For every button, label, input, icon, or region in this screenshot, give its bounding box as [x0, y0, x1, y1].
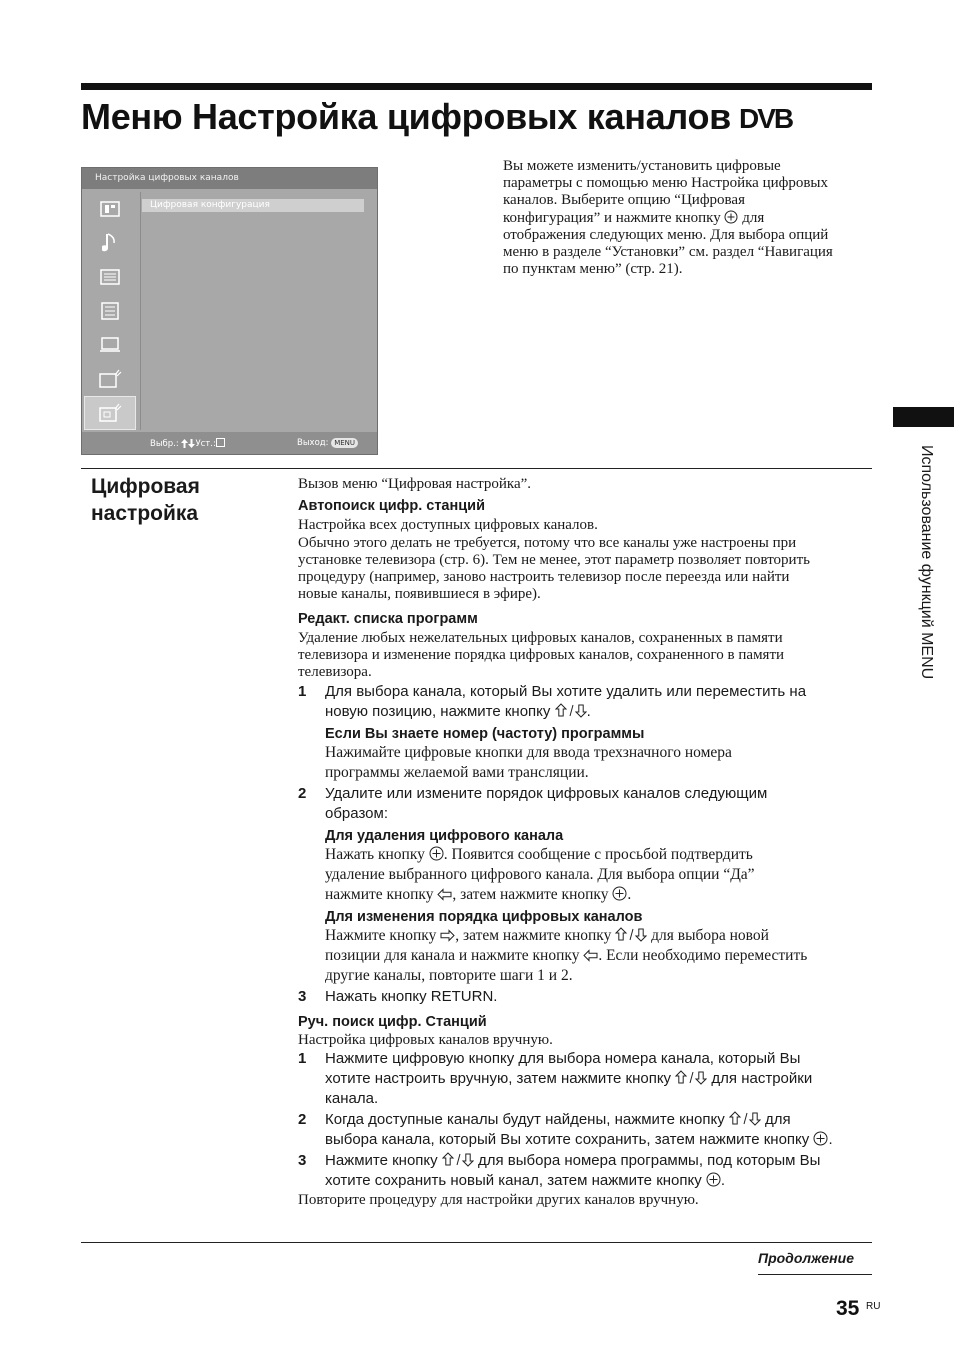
- up-down-button-icon: [615, 927, 647, 942]
- text-line: удаление выбранного цифрового канала. Для выбора опции “Да”: [325, 865, 755, 883]
- dvb-logo: [739, 103, 797, 131]
- intro-paragraph: [503, 158, 873, 278]
- text-line: программы желаемой вами трансляции.: [325, 763, 589, 781]
- text-line: Нажать кнопку . Появится сообщение с просьбой подтвердить: [325, 845, 753, 863]
- menu-option-digital-config[interactable]: Цифровая конфигурация: [142, 199, 364, 212]
- digital-setup-icon: [84, 396, 136, 430]
- intro-line: каналов. Выберите опцию “Цифровая: [503, 192, 745, 209]
- text-line: Нажать кнопку RETURN.: [325, 987, 498, 1005]
- arrow-up-icon: [181, 439, 188, 448]
- left-button-icon: [437, 888, 452, 901]
- section-lead: Вызов меню “Цифровая настройка”.: [298, 476, 532, 492]
- up-down-button-icon: [442, 1152, 474, 1167]
- section-rule: [81, 468, 872, 469]
- up-down-button-icon: [675, 1070, 707, 1085]
- intro-line: Вы можете изменить/установить цифровые: [503, 158, 781, 174]
- text-line: образом:: [325, 804, 388, 822]
- intro-line: параметры с помощью меню Настройка цифровых: [503, 175, 828, 192]
- bottom-rule: [81, 1242, 872, 1243]
- menu-key-badge: MENU: [331, 438, 358, 448]
- enter-button-icon: [706, 1172, 721, 1187]
- manual-heading: Руч. поиск цифр. Станций: [298, 1013, 487, 1030]
- text-line: канала.: [325, 1089, 379, 1107]
- enter-key-icon: [216, 438, 225, 447]
- enter-button-icon: [429, 846, 444, 861]
- enter-button-icon: [612, 886, 627, 901]
- manual-step-3: [298, 1151, 872, 1191]
- step-number: 1: [298, 1049, 307, 1067]
- edit-step-2: [298, 784, 872, 824]
- autosearch-body: [298, 517, 872, 603]
- left-button-icon: [583, 949, 598, 962]
- edit-step-1: [298, 682, 872, 722]
- step-number: 1: [298, 682, 307, 700]
- text-line: новую позицию, нажмите кнопку .: [325, 702, 591, 720]
- manual-closing: Повторите процедуру для настройки других каналов вручную.: [298, 1191, 699, 1208]
- reorder-heading: Для изменения порядка цифровых каналов: [325, 908, 643, 925]
- continue-label: Продолжение: [758, 1250, 854, 1266]
- side-section-label: Использование функций MENU: [918, 445, 935, 680]
- picture-icon: [84, 192, 136, 226]
- text-line: процедуру (например, заново настроить телевизор после переезда или найти: [298, 569, 790, 586]
- manual-step-2: [298, 1110, 872, 1150]
- continue-rule: [758, 1274, 872, 1275]
- text-line: новые каналы, появившиеся в эфире).: [298, 586, 541, 603]
- enter-button-icon: [813, 1131, 828, 1146]
- step-number: 3: [298, 987, 307, 1005]
- intro-line: по пунктам меню” (стр. 21).: [503, 261, 683, 278]
- menu-footer-hint: Выбр.: Уст.:: [150, 438, 225, 449]
- manual-lead: Настройка цифровых каналов вручную.: [298, 1031, 553, 1048]
- text-line: позиции для канала и нажмите кнопку . Если необходимо переместить: [325, 946, 808, 964]
- features-icon: [84, 294, 136, 328]
- edit-body: [298, 630, 872, 682]
- sound-icon: [84, 226, 136, 260]
- menu-header: Настройка цифровых каналов: [82, 168, 377, 189]
- text-line: телевизора.: [298, 664, 372, 681]
- page-title: Меню Настройка цифровых каналов DVB: [81, 96, 797, 138]
- text-line: Нажмите кнопку , затем нажмите кнопку для выбора новой: [325, 926, 769, 944]
- text-line: хотите сохранить новый канал, затем нажмите кнопку .: [325, 1171, 726, 1189]
- section-title: Цифровая настройка: [91, 475, 200, 525]
- manual-step-1: [298, 1049, 872, 1109]
- text-line: Настройка всех доступных цифровых каналов.: [298, 517, 598, 534]
- text-line: Обычно этого делать не требуется, потому что все каналы уже настроены при: [298, 534, 797, 551]
- up-down-button-icon: [729, 1111, 761, 1126]
- title-rule: [81, 83, 872, 90]
- edit-step-3: [298, 987, 872, 1007]
- text-line: Удалите или измените порядок цифровых каналов следующим: [325, 784, 768, 802]
- text-line: Для выбора канала, который Вы хотите удалить или переместить на: [325, 682, 807, 700]
- right-button-icon: [440, 929, 455, 942]
- text-line: выбора канала, который Вы хотите сохранить, затем нажмите кнопку .: [325, 1130, 833, 1148]
- section-content: [298, 476, 872, 1209]
- text-line: хотите настроить вручную, затем нажмите кнопку для настройки: [325, 1069, 813, 1087]
- step-number: 2: [298, 1110, 307, 1128]
- page-number: 35: [836, 1297, 860, 1320]
- text-line: Удаление любых нежелательных цифровых каналов, сохраненных в памяти: [298, 629, 783, 646]
- text-line: другие каналы, повторите шаги 1 и 2.: [325, 966, 573, 984]
- analog-setup-icon: [84, 362, 136, 396]
- text-line: Когда доступные каналы будут найдены, нажмите кнопку для: [325, 1110, 791, 1128]
- text-line: нажмите кнопку , затем нажмите кнопку .: [325, 885, 632, 903]
- intro-line: меню в разделе “Установки” см. раздел “Навигация: [503, 244, 833, 261]
- page-language: RU: [866, 1301, 881, 1312]
- step-number: 2: [298, 784, 307, 802]
- up-down-button-icon: [555, 703, 587, 718]
- side-tab-marker: [893, 407, 954, 427]
- menu-divider: [140, 192, 141, 430]
- svg-text:DVB: DVB: [739, 103, 793, 131]
- text-line: телевизора и изменение порядка цифровых каналов, сохраненного в памяти: [298, 647, 785, 664]
- text-line: Нажимайте цифровые кнопки для ввода трехзначного номера: [325, 743, 732, 761]
- screen-icon: [84, 260, 136, 294]
- known-heading: Если Вы знаете номер (частоту) программы: [325, 725, 645, 742]
- menu-footer-exit: Выход: MENU: [297, 438, 358, 448]
- enter-button-icon: [724, 210, 738, 224]
- autosearch-heading: Автопоиск цифр. станций: [298, 498, 485, 515]
- text-line: установке телевизора (стр. 6). Тем не менее, этот параметр позволяет повторить: [298, 551, 810, 568]
- text-line: Нажмите кнопку для выбора номера программы, под которым Вы: [325, 1151, 821, 1169]
- text-line: Нажмите цифровую кнопку для выбора номера канала, который Вы: [325, 1049, 801, 1067]
- edit-heading: Редакт. списка программ: [298, 610, 478, 627]
- setup-icon: [84, 328, 136, 362]
- menu-footer: [82, 432, 377, 454]
- menu-screenshot: [81, 167, 378, 455]
- delete-heading: Для удаления цифрового канала: [325, 827, 564, 844]
- step-number: 3: [298, 1151, 307, 1169]
- intro-line: отображения следующих меню. Для выбора опций: [503, 226, 829, 243]
- intro-line: конфигурация” и нажмите кнопку для: [503, 209, 765, 226]
